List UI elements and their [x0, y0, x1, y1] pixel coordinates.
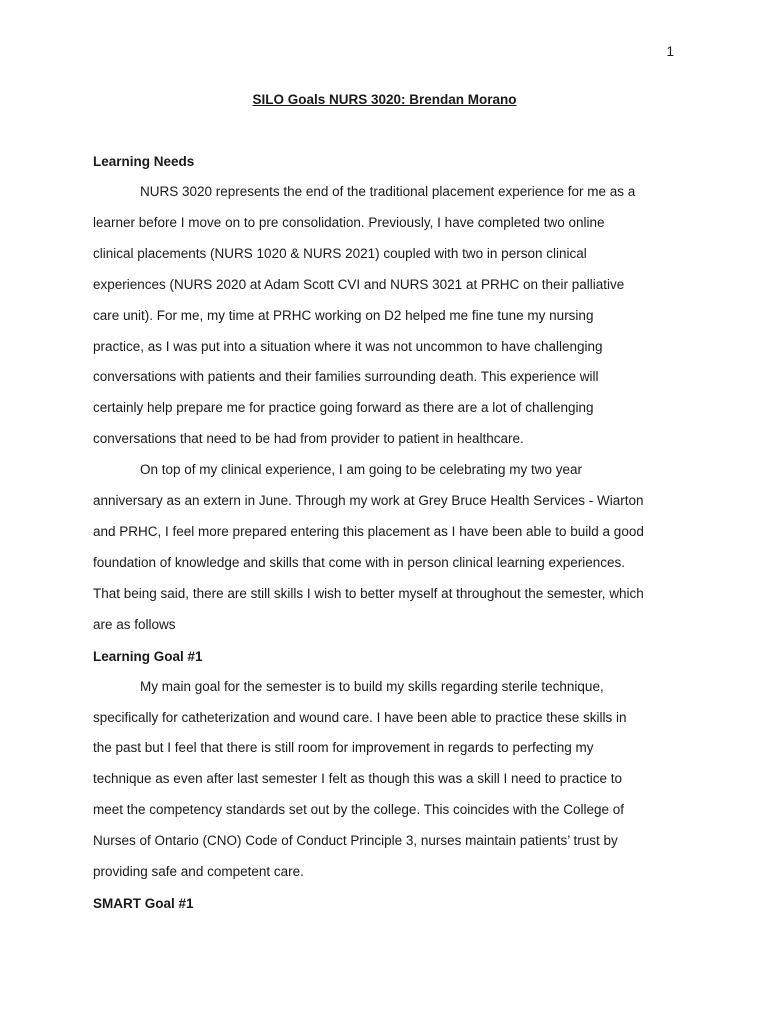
learning-needs-paragraph-2: On top of my clinical experience, I am going to be celebrating my two year anniversary as an extern in June. Through my work at Grey Bruce Health Services - Wiarton and PRHC, I feel more prepared entering this placement as I have been able to build a good foundation of knowledge and skills that come with in person clinical learning experiences. That being said, there are still skills I wish to better myself at throughout the semester, which are as follows — [93, 462, 644, 632]
page-number: 1 — [666, 44, 674, 59]
section-heading-learning-goal-1: Learning Goal #1 — [93, 648, 203, 664]
blank-line — [93, 115, 676, 146]
section-heading-learning-needs: Learning Needs — [93, 154, 195, 169]
section-learning-needs — [93, 146, 676, 641]
document-body — [93, 84, 676, 919]
document-title: SILO Goals NURS 3020: Brendan Morano — [252, 92, 517, 107]
section-smart-goal-1 — [93, 888, 676, 919]
learning-needs-paragraph-1: NURS 3020 represents the end of the traditional placement experience for me as a learner before I move on to pre consolidation. Previously, I have completed two online clinical placements (NURS 1020 & NURS 2021) coupled with two in person clinical experiences (NURS 2020 at Adam Scott CVI and NURS 3021 at PRHC on their palliative care unit). For me, my time at PRHC working on D2 helped me fine tune my nursing practice, as I was put into a situation where it was not uncommon to have challenging conversations with patients and their families surrounding death. This experience will certainly help prepare me for practice going forward as there are a lot of challenging conversations that need to be had from provider to patient in healthcare. — [93, 184, 636, 447]
learning-goal-1-paragraph-1: My main goal for the semester is to build my skills regarding sterile technique, specifically for catheterization and wound care. I have been able to practice these skills in the past but I feel that there is still room for improvement in regards to perfecting my technique as even after last semester I felt as though this was a skill I need to practice to meet the competency standards set out by the college. This coincides with the College of Nurses of Ontario (CNO) Code of Conduct Principle 3, nurses maintain patients’ trust by providing safe and competent care. — [93, 678, 627, 880]
section-learning-goal-1 — [93, 641, 676, 888]
section-heading-smart-goal-1: SMART Goal #1 — [93, 895, 194, 911]
